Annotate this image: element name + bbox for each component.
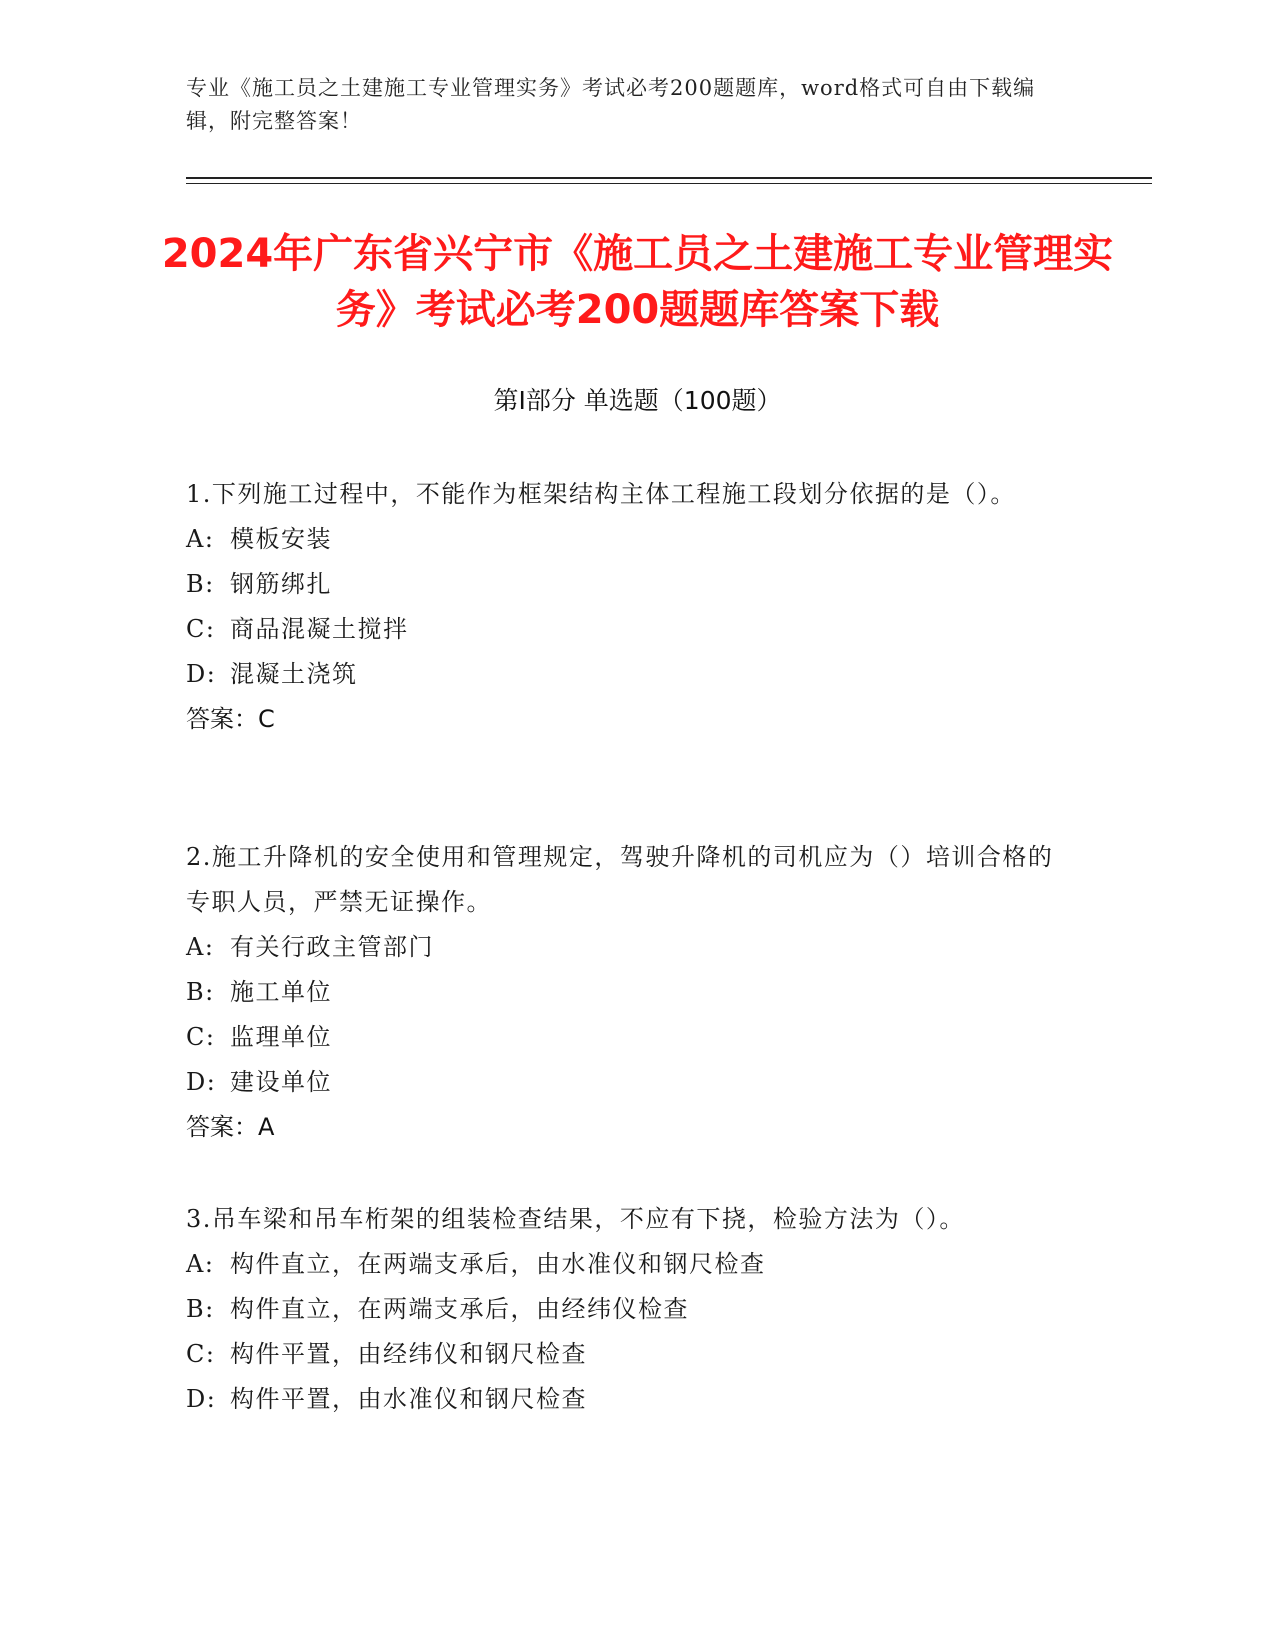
option-text: 施工单位 (230, 978, 332, 1006)
option-key: C: (186, 1023, 216, 1051)
option-key: A: (186, 525, 215, 553)
document-title: 2024年广东省兴宁市《施工员之土建施工专业管理实务》考试必考200题题库答案下载 (161, 231, 1114, 333)
option-text: 混凝土浇筑 (230, 660, 358, 688)
option-key: C: (186, 1340, 216, 1368)
option-text: 构件平置，由水准仪和钢尺检查 (230, 1385, 587, 1413)
answer: 答案：A (186, 1113, 275, 1141)
option-d (186, 652, 1066, 697)
option-a (186, 925, 1066, 970)
question-stem: 1.下列施工过程中，不能作为框架结构主体工程施工段划分依据的是（）。 (186, 480, 1016, 508)
option-key: D: (186, 1068, 217, 1096)
option-key: B: (186, 978, 215, 1006)
option-text: 模板安装 (230, 525, 332, 553)
option-key: C: (186, 615, 216, 643)
option-b (186, 970, 1066, 1015)
option-a (186, 1242, 1066, 1287)
option-key: A: (186, 1250, 215, 1278)
option-key: D: (186, 660, 217, 688)
option-key: B: (186, 1295, 215, 1323)
option-text: 构件直立，在两端支承后，由经纬仪检查 (230, 1295, 689, 1323)
option-text: 有关行政主管部门 (230, 933, 434, 961)
option-text: 构件直立，在两端支承后，由水准仪和钢尺检查 (230, 1250, 766, 1278)
option-text: 商品混凝土搅拌 (230, 615, 409, 643)
section-title: 第Ⅰ部分 单选题（100题） (493, 386, 782, 415)
option-d (186, 1377, 1066, 1422)
option-key: A: (186, 933, 215, 961)
option-key: D: (186, 1385, 217, 1413)
question-1 (186, 472, 1066, 742)
option-c (186, 1015, 1066, 1060)
question-3 (186, 1197, 1066, 1422)
option-key: B: (186, 570, 215, 598)
option-d (186, 1060, 1066, 1105)
question-stem: 3.吊车梁和吊车桁架的组装检查结果，不应有下挠，检验方法为（）。 (186, 1205, 965, 1233)
answer: 答案：C (186, 705, 275, 733)
option-text: 钢筋绑扎 (230, 570, 332, 598)
question-stem: 2.施工升降机的安全使用和管理规定，驾驶升降机的司机应为（）培训合格的专职人员，严禁无证操作。 (186, 843, 1054, 916)
option-c (186, 1332, 1066, 1377)
header-note: 专业《施工员之土建施工专业管理实务》考试必考200题题库，word格式可自由下载编辑，附完整答案！ (186, 76, 1036, 133)
option-c (186, 607, 1066, 652)
option-text: 构件平置，由经纬仪和钢尺检查 (230, 1340, 587, 1368)
option-text: 监理单位 (230, 1023, 332, 1051)
header-rule-thick (186, 177, 1152, 179)
option-b (186, 562, 1066, 607)
question-2 (186, 835, 1066, 1150)
option-b (186, 1287, 1066, 1332)
option-a (186, 517, 1066, 562)
header-rule-thin (186, 183, 1152, 184)
option-text: 建设单位 (230, 1068, 332, 1096)
